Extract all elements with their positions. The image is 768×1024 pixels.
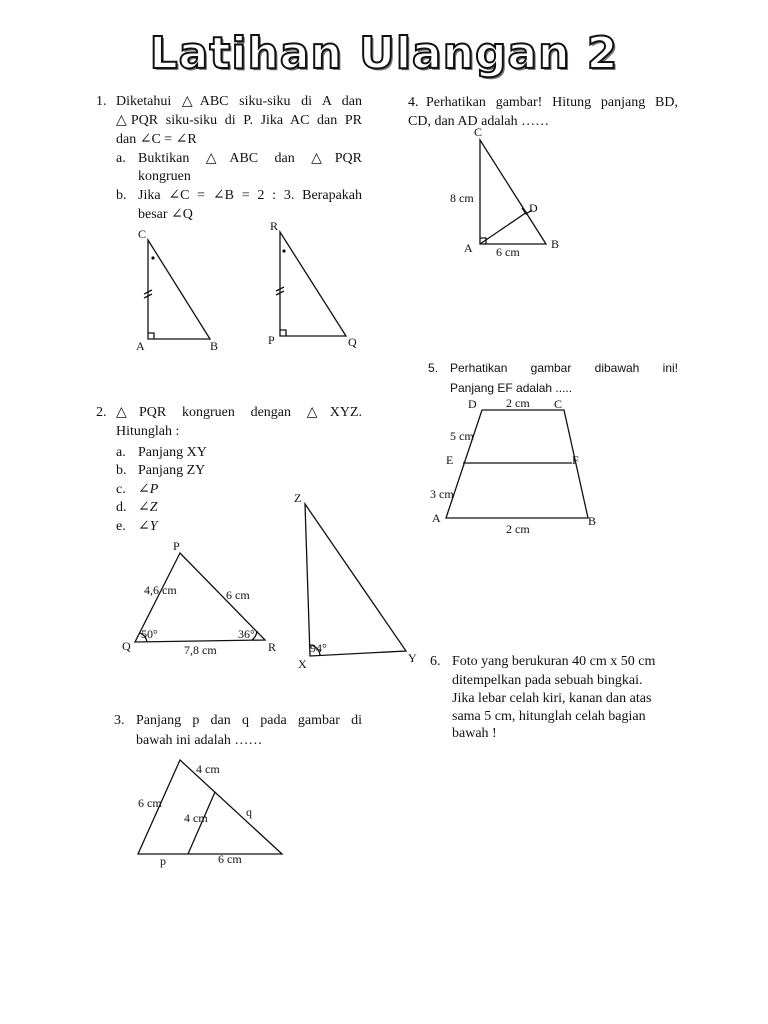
- right-angle-marker-p: [280, 330, 286, 336]
- label-r: R: [268, 640, 277, 654]
- q6-line1: Foto yang berukuran 40 cm x 50 cm: [452, 654, 656, 669]
- label-angle-q: 50°: [141, 627, 158, 641]
- q5-number: 5.: [428, 361, 439, 375]
- q6-line5: bawah !: [452, 726, 497, 741]
- q2-triangle-pqr: [118, 536, 288, 664]
- label-bottom-length: 6 cm: [218, 852, 242, 866]
- label-dc-length: 2 cm: [506, 396, 530, 410]
- q1-line3: dan ∠C = ∠R: [116, 132, 197, 147]
- q2-item-e-label: e.: [116, 519, 126, 534]
- q4-line2: CD, dan AD adalah ……: [408, 114, 550, 129]
- q2-line2: Hitunglah :: [116, 424, 180, 439]
- triangle-pqr-shape: [280, 232, 346, 336]
- label-qr-length: 7,8 cm: [184, 643, 217, 657]
- q6-line4: sama 5 cm, hitunglah celah bagian: [452, 709, 646, 724]
- trapezoid-abcd-shape: [446, 410, 588, 518]
- q2-item-d-label: d.: [116, 500, 127, 515]
- label-r: R: [270, 219, 279, 233]
- q2-item-c-label: c.: [116, 482, 126, 497]
- q1-a-text2: kongruen: [138, 169, 191, 184]
- q1-line2: △PQR siku-siku di P. Jika AC dan PR: [116, 113, 362, 128]
- q1-line1: Diketahui △ABC siku-siku di A dan: [116, 94, 362, 109]
- label-left-length: 6 cm: [138, 796, 162, 810]
- q5-trapezoid-figure: [426, 394, 616, 544]
- triangle-acb-shape: [480, 140, 546, 244]
- altitude-ad: [480, 212, 527, 244]
- label-f: F: [572, 453, 579, 467]
- label-angle-x: 94°: [310, 641, 327, 655]
- q1-triangle-abc: [130, 222, 230, 352]
- q2-item-a-text: Panjang XY: [138, 445, 207, 460]
- label-a: A: [464, 241, 473, 255]
- angle-marker-c: [151, 256, 154, 259]
- label-mid-length: 4 cm: [184, 811, 208, 825]
- label-q: Q: [348, 335, 357, 349]
- q1-number: 1.: [96, 94, 107, 109]
- q5-line1: Perhatikan gambar dibawah ini!: [450, 361, 678, 375]
- q6-number: 6.: [430, 654, 441, 669]
- q1-triangle-pqr: [266, 218, 366, 348]
- label-p: p: [160, 854, 166, 868]
- label-x: X: [298, 657, 307, 671]
- triangle-xyz-shape: [305, 504, 406, 656]
- angle-marker-r: [282, 249, 285, 252]
- label-a: A: [432, 511, 441, 525]
- q2-item-c-text: ∠P: [138, 482, 159, 497]
- label-angle-r: 36°: [238, 627, 255, 641]
- label-p: P: [268, 333, 275, 347]
- label-top-length: 4 cm: [196, 762, 220, 776]
- q2-line1: △PQR kongruen dengan △XYZ.: [116, 405, 362, 420]
- q4-triangle-figure: [446, 124, 576, 264]
- q3-line2: bawah ini adalah ……: [136, 733, 263, 748]
- q4-number: 4.: [408, 95, 419, 110]
- label-de-length: 5 cm: [450, 429, 474, 443]
- triangle-abc-shape: [148, 240, 210, 339]
- label-b: B: [551, 237, 560, 251]
- label-pr-length: 6 cm: [226, 588, 250, 602]
- q1-a-text1: Buktikan △ABC dan △PQR: [138, 151, 362, 166]
- q4-line1: Perhatikan gambar! Hitung panjang BD,: [426, 95, 678, 110]
- q2-item-e-text: ∠Y: [138, 519, 158, 534]
- label-ab-length: 2 cm: [506, 522, 530, 536]
- label-b: B: [588, 514, 597, 528]
- label-y: Y: [408, 651, 417, 665]
- label-z: Z: [294, 491, 302, 505]
- right-angle-marker-a: [148, 333, 154, 339]
- label-c: C: [554, 397, 563, 411]
- q3-triangle-figure: [126, 752, 296, 872]
- q5-line2: Panjang EF adalah .....: [450, 381, 573, 395]
- q6-line3: Jika lebar celah kiri, kanan dan atas: [452, 691, 652, 706]
- label-c: C: [138, 227, 147, 241]
- q3-line1: Panjang p dan q pada gambar di: [136, 713, 362, 728]
- q1-b-text1: Jika ∠C = ∠B = 2 : 3. Berapakah: [138, 188, 362, 203]
- label-q: Q: [122, 639, 131, 653]
- label-p: P: [173, 539, 180, 553]
- q2-number: 2.: [96, 405, 107, 420]
- q3-number: 3.: [114, 713, 125, 728]
- q1-b-label: b.: [116, 188, 127, 203]
- label-e: E: [446, 453, 454, 467]
- label-d: D: [529, 201, 538, 215]
- label-ab-length: 6 cm: [496, 245, 520, 259]
- q2-item-a-label: a.: [116, 445, 126, 460]
- label-a: A: [136, 339, 145, 353]
- label-ea-length: 3 cm: [430, 487, 454, 501]
- q1-b-text2: besar ∠Q: [138, 207, 193, 222]
- label-c: C: [474, 125, 483, 139]
- q2-item-d-text: ∠Z: [138, 500, 158, 515]
- q2-item-b-label: b.: [116, 463, 127, 478]
- label-q: q: [246, 805, 252, 819]
- page-title: Latihan Ulangan 2: [149, 28, 619, 79]
- label-d: D: [468, 397, 477, 411]
- q1-a-label: a.: [116, 151, 126, 166]
- label-pq-length: 4,6 cm: [144, 583, 177, 597]
- label-b: B: [210, 339, 219, 353]
- q2-triangle-xyz: [290, 488, 430, 671]
- q2-item-b-text: Panjang ZY: [138, 463, 206, 478]
- q6-line2: ditempelkan pada sebuah bingkai.: [452, 673, 643, 688]
- label-ac-length: 8 cm: [450, 191, 474, 205]
